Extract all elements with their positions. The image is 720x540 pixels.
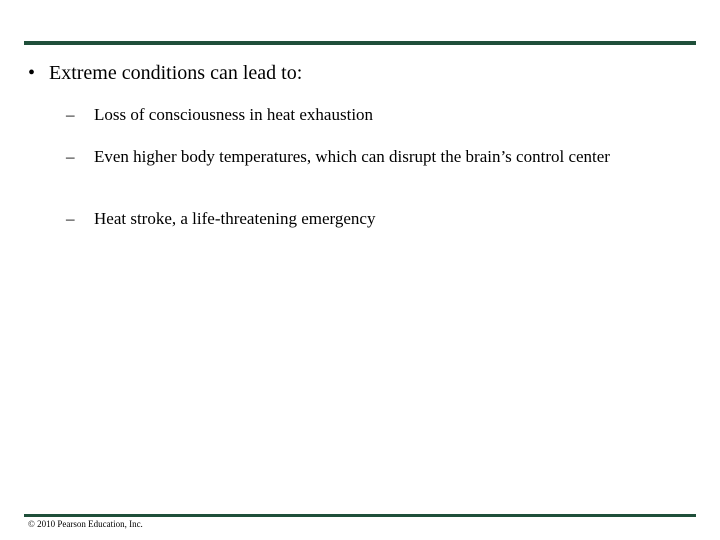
copyright-footer: © 2010 Pearson Education, Inc. (28, 519, 143, 529)
bottom-divider-rule (24, 514, 696, 517)
main-bullet-text: Extreme conditions can lead to: (49, 62, 303, 84)
sub-bullet-text: Even higher body temperatures, which can disrupt the brain’s control center (94, 147, 610, 166)
dash-marker: – (66, 209, 75, 228)
dash-marker: – (66, 105, 75, 124)
bullet-marker: • (28, 62, 36, 84)
dash-marker: – (66, 147, 75, 166)
sub-bullet-text: Heat stroke, a life-threatening emergency (94, 209, 376, 228)
sub-bullet-text: Loss of consciousness in heat exhaustion (94, 105, 374, 124)
